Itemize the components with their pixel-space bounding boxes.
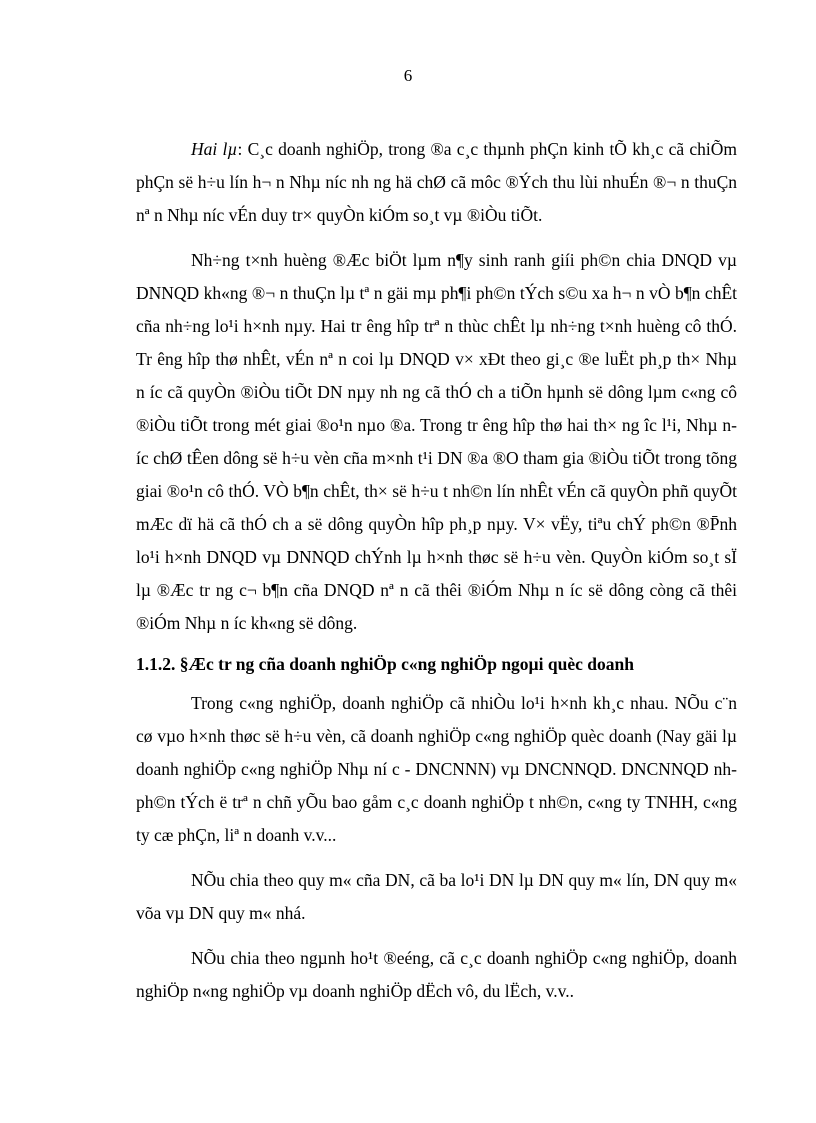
page-number: 6	[403, 66, 413, 85]
paragraph-1	[136, 133, 737, 232]
paragraph-3: Trong c«ng nghiÖp, doanh nghiÖp cã nhiÒu lo¹i h×nh kh¸c nhau. NÕu c¨n cø vµo h×nh thøc së h÷u vèn, cã doanh nghiÖp c«ng nghiÖp quèc doanh (Nay gäi lµ doanh nghiÖp c«ng nghiÖp Nhµ ní c - DNCNNN) vµ DNCNNQD. DNCNNQD nh ph©n tÝch ë trª n chñ yÕu bao gåm c¸c doanh nghiÖp t nh©n, c«ng ty TNHH, c«ng ty cæ phÇn, liª n doanh v.v...	[136, 693, 737, 845]
document-body	[136, 133, 737, 1008]
paragraph-5: NÕu chia theo ngµnh ho¹t ®eéng, cã c¸c doanh nghiÖp c«ng nghiÖp, doanh nghiÖp n«ng nghiÖp vµ doanh nghiÖp dËch vô, du lËch, v.v..	[136, 948, 737, 1001]
paragraph-4: NÕu chia theo quy m« cña DN, cã ba lo¹i DN lµ DN quy m« lín, DN quy m« võa vµ DN quy m« nhá.	[136, 870, 737, 923]
paragraph-1-lead: Hai lµ	[191, 139, 238, 159]
section-heading: 1.1.2. §Æc tr ng cña doanh nghiÖp c«ng nghiÖp ngoµi quèc doanh	[136, 654, 634, 674]
paragraph-1-text: : C¸c doanh nghiÖp, trong ®a c¸c thµnh phÇn kinh tÕ kh¸c cã chiÕm phÇn së h÷u lín h¬ n Nhµ níc nh ng hä chØ cã môc ®Ých thu lùi nhuÉn ®¬ n thuÇn nª n Nhµ níc vÉn duy tr× quyÒn kiÓm so¸t vµ ®iÒu tiÕt.	[136, 139, 737, 225]
paragraph-2: Nh÷ng t×nh huèng ®Æc biÖt lµm n¶y sinh ranh giíi ph©n chia DNQD vµ DNNQD kh«ng ®¬ n thuÇn lµ tª n gäi mµ ph¶i ph©n tÝch s©u xa h¬ n vÒ b¶n chÊt cña nh÷ng lo¹i h×nh nµy. Hai tr êng hîp trª n thùc chÊt lµ nh÷ng t×nh huèng cô thÓ. Tr êng hîp thø nhÊt, vÉn nª n coi lµ DNQD v× xÐt theo gi¸c ®e luËt ph¸p th× Nhµ n íc cã quyÒn ®iÒu tiÕt DN nµy nh ng cã thÓ ch a tiÕn hµnh së dông lµm c«ng cô ®iÒu tiÕt trong mét giai ®o¹n nµo ®a. Trong tr êng hîp thø hai th× ng îc l¹i, Nhµ n íc chØ tÊen dông së h÷u vèn cña m×nh t¹i DN ®a ®O tham gia ®iÒu tiÕt trong tõng giai ®o¹n cô thÓ. VÒ b¶n chÊt, th× së h÷u t nh©n lín nhÊt vÉn cã quyÒn phñ quyÕt mÆc dï hä cã thÓ ch a së dông quyÒn hîp ph¸p nµy. V× vËy, tiªu chÝ ph©n ®P̄nh lo¹i h×nh DNQD vµ DNNQD chÝnh lµ h×nh thøc së h÷u vèn. QuyÒn kiÓm so¸t sÏ lµ ®Æc tr ng c¬ b¶n cña DNQD nª n cã thêi ®iÓm Nhµ n íc së dông còng cã thêi ®iÓm Nhµ n íc kh«ng së dông.	[136, 250, 737, 633]
